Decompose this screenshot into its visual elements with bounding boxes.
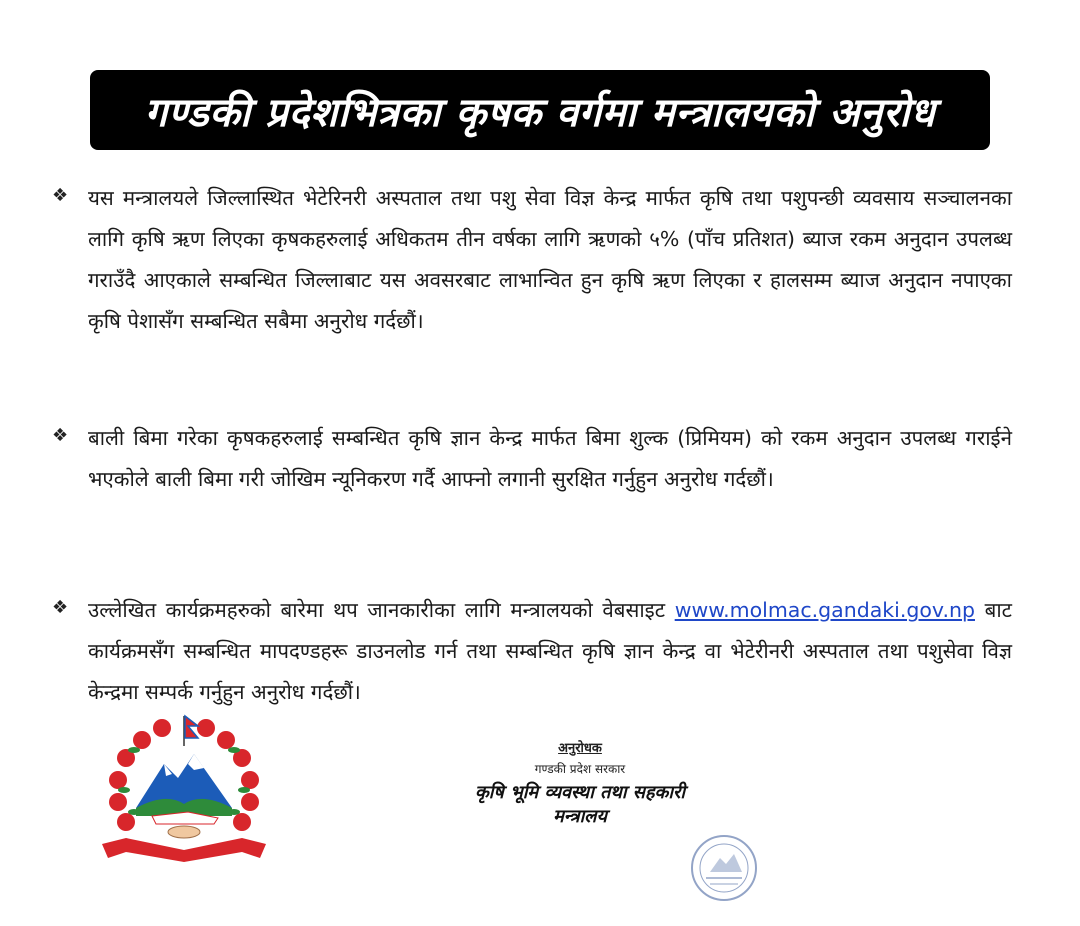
notice-item [52, 590, 1012, 713]
notice-text: यस मन्त्रालयले जिल्लास्थित भेटेरिनरी अस्पताल तथा पशु सेवा विज्ञ केन्द्र मार्फत कृषि तथा पशुपन्छी व्यवसाय सञ्चालनका लागि कृषि ऋण लिएका कृषकहरुलाई अधिकतम तीन वर्षका लागि ऋणको ५% (पाँच प्रतिशत) ब्याज रकम अनुदान उपलब्ध गराउँदै आएकाले सम्बन्धित जिल्लाबाट यस अवसरबाट लाभान्वित हुन कृषि ऋण लिएका र हालसम्म ब्याज अनुदान नपाएका कृषि पेशासँग सम्बन्धित सबैमा अनुरोध गर्दछौं। [88, 186, 1012, 333]
title-banner [90, 70, 990, 150]
diamond-bullet-icon: ❖ [52, 425, 69, 446]
notice-item [52, 178, 1012, 342]
notice-item [52, 418, 1012, 500]
requester-label: अनुरोधक [558, 741, 602, 756]
notice-text [88, 590, 1012, 713]
nepal-emblem-icon [96, 712, 272, 864]
signature-block [420, 738, 740, 829]
ministry-website-link[interactable]: www.molmac.gandaki.gov.np [674, 598, 975, 622]
diamond-bullet-icon: ❖ [52, 597, 69, 618]
official-stamp-icon [676, 828, 772, 908]
government-name: गण्डकी प्रदेश सरकार [534, 762, 626, 776]
notice-text-after-link: बाट कार्यक्रमसँग सम्बन्धित मापदण्डहरू डाउनलोड गर्न तथा सम्बन्धित कृषि ज्ञान केन्द्र वा भेटेरीनरी अस्पताल तथा पशुसेवा विज्ञ केन्द्रमा सम्पर्क गर्नुहुन अनुरोध गर्दछौं। [88, 598, 1012, 704]
nepal-flag-icon [184, 716, 198, 746]
notice-text: बाली बिमा गरेका कृषकहरुलाई सम्बन्धित कृषि ज्ञान केन्द्र मार्फत बिमा शुल्क (प्रिमियम) को रकम अनुदान उपलब्ध गराईने भएकोले बाली बिमा गरी जोखिम न्यूनिकरण गर्दै आफ्नो लगानी सुरक्षित गर्नुहुन अनुरोध गर्दछौं। [88, 426, 1012, 491]
diamond-bullet-icon: ❖ [52, 185, 69, 206]
ministry-name [420, 781, 740, 829]
ministry-name-line1: कृषि भूमि व्यवस्था तथा सहकारी [474, 782, 686, 803]
notice-text-before-link: उल्लेखित कार्यक्रमहरुको बारेमा थप जानकारीका लागि मन्त्रालयको वेबसाइट [88, 598, 666, 622]
page-title: गण्डकी प्रदेशभित्रका कृषक वर्गमा मन्त्रालयको अनुरोध [144, 89, 936, 136]
ministry-name-line2: मन्त्रालय [553, 806, 607, 827]
